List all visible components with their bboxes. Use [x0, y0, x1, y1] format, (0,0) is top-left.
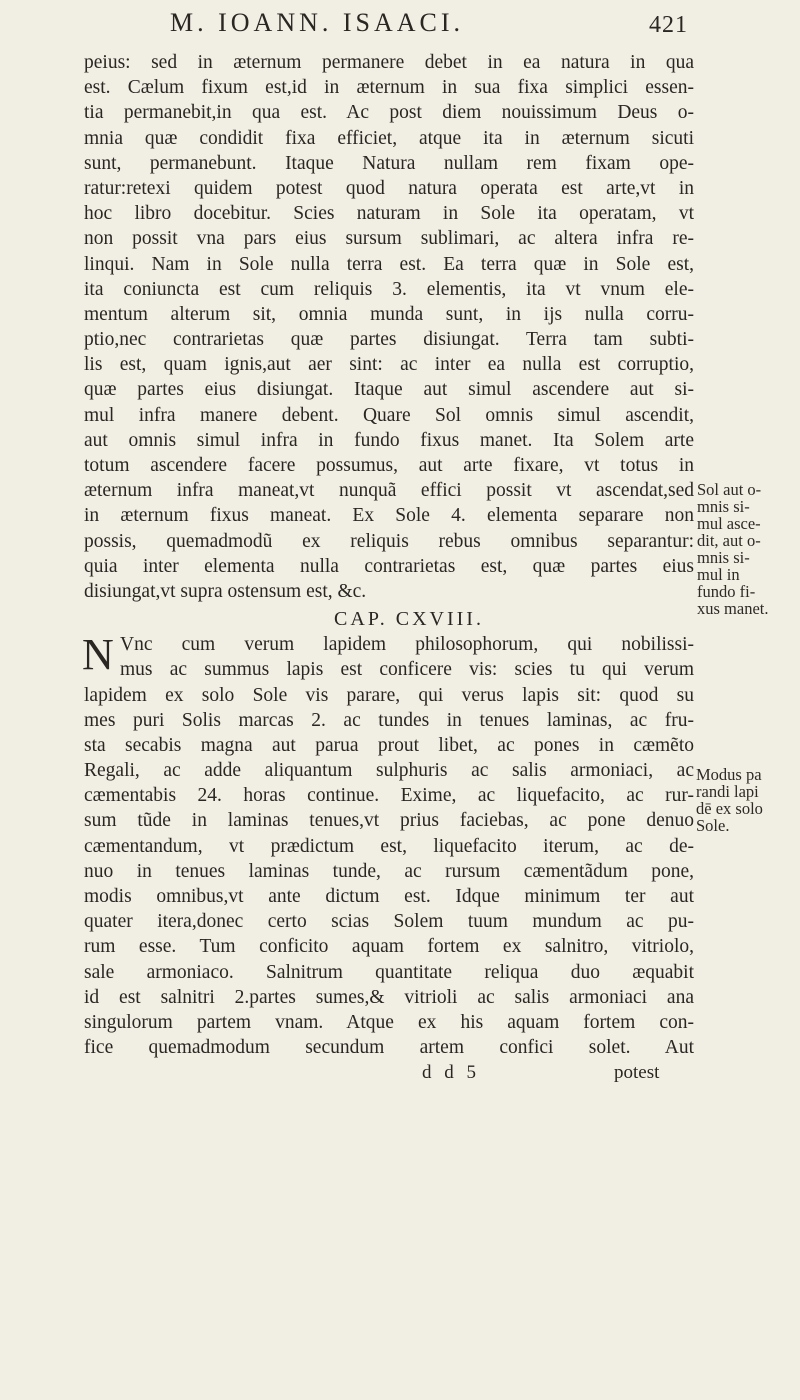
text-line: non possit vna pars eius sursum sublimari, ac altera infra re- [84, 228, 694, 250]
text-line: in æternum fixus maneat. Ex Sole 4. elementa separare non [84, 505, 694, 527]
main-text-column [84, 50, 694, 1086]
text-line: mul infra manere debent. Quare Sol omnis simul ascendit, [84, 404, 694, 426]
text-line: Regali, ac adde aliquantum sulphuris ac salis armoniaci, ac [84, 760, 694, 782]
text-line: ita coniuncta est cum reliquis 3. elementis, ita vt vnum ele- [84, 278, 694, 300]
text-line: Vnc cum verum lapidem philosophorum, qui nobilissi- [120, 634, 694, 656]
paragraph-chapter-118 [84, 683, 694, 1061]
signature-mark: d d 5 [422, 1062, 480, 1084]
text-line: sale armoniaco. Salnitrum quantitate reliqua duo æquabit [84, 961, 694, 983]
text-line: tia permanebit,in qua est. Ac post diem nouissimum Deus o- [84, 102, 694, 124]
margin-note-line: dē ex solo [696, 799, 763, 818]
margin-note-line: Modus pa [696, 765, 762, 784]
text-line: ratur:retexi quidem potest quod natura operata est arte,vt in [84, 177, 694, 199]
margin-note-line: mul in [697, 565, 740, 584]
text-line: est. Cælum fixum est,id in æternum in sua fixa simplici essen- [84, 77, 694, 99]
text-line: singulorum partem vnam. Atque ex his aquam fortem con- [84, 1011, 694, 1033]
text-line: sunt, permanebunt. Itaque Natura nullam rem fixam ope- [84, 152, 694, 174]
text-line: lis est, quam ignis,aut aer sint: ac inter ea nulla est corruptio, [84, 354, 694, 376]
chapter-heading: CAP. CXVIII. [334, 608, 484, 631]
margin-note-line: dit, aut o- [697, 531, 761, 550]
text-line: mnia quæ condidit fixa efficiet, atque ita in æternum sicuti [84, 127, 694, 149]
drop-cap-initial: N [82, 630, 114, 680]
margin-note-modus-parandi [696, 766, 763, 834]
running-head: M. IOANN. ISAACI. [170, 8, 465, 37]
text-line: æternum infra maneat,vt nunquã effici possit vt ascendat,sed [84, 480, 694, 502]
text-line: quæ partes eius disiungat. Itaque aut simul ascendere aut si- [84, 379, 694, 401]
margin-note-line: randi lapi [696, 782, 759, 801]
text-line: nuo in tenues laminas tunde, ac rursum cæmentãdum pone, [84, 860, 694, 882]
catchword: potest [614, 1062, 660, 1084]
margin-note-sol-ascendit [697, 481, 769, 617]
text-line: cæmentandum, vt prædictum est, liquefacito iterum, ac de- [84, 835, 694, 857]
text-line: disiungat,vt supra ostensum est, &c. [84, 580, 367, 602]
margin-note-line: xus manet. [697, 599, 769, 618]
text-line: mus ac summus lapis est conficere vis: scies tu qui verum [120, 659, 694, 681]
text-line: ptio,nec contrarietas quæ partes disiungat. Terra tam subti- [84, 329, 694, 351]
text-line: mentum alterum sit, omnia munda sunt, in ijs nulla corru- [84, 303, 694, 325]
text-line: possis, quemadmodũ ex reliquis rebus omnibus separantur: [84, 530, 694, 552]
margin-note-line: mnis si- [697, 548, 750, 567]
margin-note-line: mul asce- [697, 514, 761, 533]
text-line: rum esse. Tum conficito aquam fortem ex salnitro, vitriolo, [84, 936, 694, 958]
page-number: 421 [649, 12, 688, 38]
text-line: lapidem ex solo Sole vis parare, qui verus lapis sit: quod su [84, 684, 694, 706]
text-line: peius: sed in æternum permanere debet in ea natura in qua [84, 52, 694, 73]
margin-note-line: mnis si- [697, 497, 750, 516]
margin-note-line: Sol aut o- [697, 480, 762, 499]
paragraph-prior-chapter [84, 50, 694, 604]
page-header [0, 4, 800, 44]
text-line: fice quemadmodum secundum artem confici solet. Aut [84, 1037, 694, 1059]
text-line: quater itera,donec certo scias Solem tuum mundum ac pu- [84, 911, 694, 933]
text-line: mes puri Solis marcas 2. ac tundes in tenues laminas, ac fru- [84, 709, 694, 731]
text-line: linqui. Nam in Sole nulla terra est. Ea terra quæ in Sole est, [84, 253, 694, 275]
text-line: hoc libro docebitur. Scies naturam in Sole ita operatam, vt [84, 203, 694, 225]
chapter-first-line-2 [84, 657, 694, 682]
text-line: totum ascendere facere possumus, aut arte fixare, vt totus in [84, 455, 694, 476]
text-line: sta secabis magna aut parua prout libet, ac pones in cæmẽto [84, 734, 694, 756]
margin-note-line: Sole. [696, 816, 730, 835]
text-line: modis omnibus,vt ante dictum est. Idque minimum ter aut [84, 886, 694, 907]
text-line: cæmentabis 24. horas continue. Exime, ac liquefacito, ac rur- [84, 785, 694, 807]
text-line: quia inter elementa nulla contrarietas est, quæ partes eius [84, 555, 694, 577]
text-line: sum tũde in laminas tenues,vt prius faciebas, ac pone denuo [84, 810, 694, 832]
text-line: aut omnis simul infra in fundo fixus manet. Ita Solem arte [84, 429, 694, 451]
page-foot [84, 1060, 694, 1085]
text-line: id est salnitri 2.partes sumes,& vitrioli ac salis armoniaci ana [84, 986, 694, 1008]
margin-note-line: fundo fi- [697, 582, 756, 601]
